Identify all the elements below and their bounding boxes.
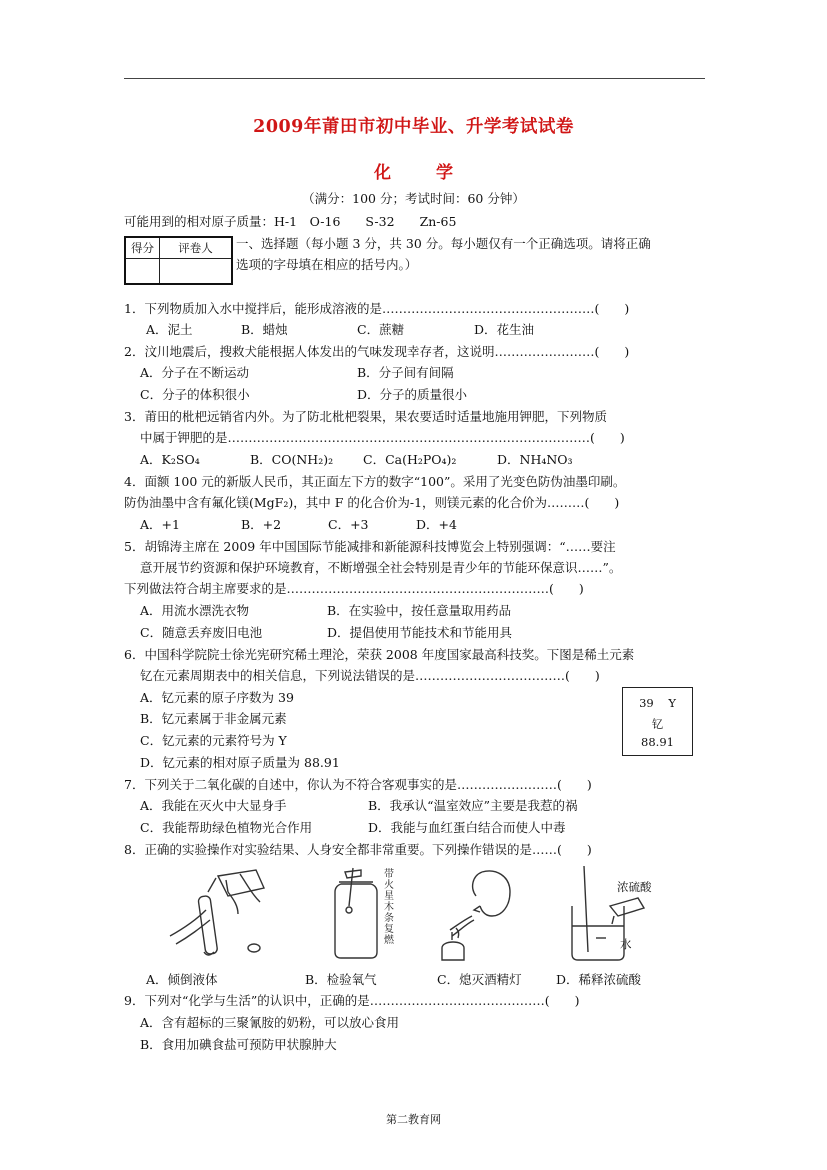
exam-info: （满分：100 分；考试时间：60 分钟） (302, 191, 525, 206)
q6-option-c: C．钇元素的元素符号为 Y (140, 733, 287, 748)
q1-option-c: C．蔗糖 (357, 322, 405, 337)
q4-option-d: D．+4 (416, 517, 457, 532)
q4-option-c: C．+3 (328, 517, 369, 532)
q7-option-b: B．我承认“温室效应”主要是我惹的祸 (368, 798, 578, 813)
q2-option-a: A．分子在不断运动 (140, 365, 250, 380)
figure-pouring-liquid (168, 866, 278, 960)
atomic-mass-line: 可能用到的相对原子质量：H-1 O-16 S-32 Zn-65 (124, 214, 457, 229)
q5-option-b: B．在实验中，按任意量取用药品 (327, 603, 512, 618)
q8-option-a: A．倾倒液体 (146, 972, 218, 987)
score-table (124, 236, 233, 285)
q2-option-c: C．分子的体积很小 (140, 387, 250, 402)
q3-option-b: B．CO(NH₂)₂ (250, 452, 334, 467)
q3-option-a: A．K₂SO₄ (140, 452, 200, 467)
q5-line2: 意开展节约资源和保护环境教育，不断增强全社会特别是青少年的节能环保意识……”。 (140, 560, 622, 575)
q7-option-a: A．我能在灭火中大显身手 (140, 798, 287, 813)
q8-stem: 8．正确的实验操作对实验结果、人身安全都非常重要。下列操作错误的是……( ) (124, 842, 592, 857)
q3-line2: 中属于钾肥的是……………………………………………………………………………( ) (140, 430, 625, 445)
q9-option-a: A．含有超标的三聚氰胺的奶粉，可以放心食用 (140, 1015, 400, 1030)
q7-stem: 7．下列关于二氧化碳的自述中，你认为不符合客观事实的是……………………( ) (124, 777, 592, 792)
q1-stem: 1．下列物质加入水中搅拌后，能形成溶液的是……………………………………………( ) (124, 301, 630, 316)
grader-cell[interactable] (160, 259, 233, 285)
q5-option-c: C．随意丢弃废旧电池 (140, 625, 263, 640)
fig-label-vertical: 带火星木条复燃 (384, 869, 394, 946)
q1-option-d: D．花生油 (474, 322, 535, 337)
subject-title: 化 学 (374, 163, 467, 183)
q6-option-d: D．钇元素的相对原子质量为 88.91 (140, 755, 340, 770)
figure-extinguish-lamp (436, 866, 526, 962)
q9-option-b: B．食用加碘食盐可预防甲状腺肿大 (140, 1037, 337, 1052)
q5-option-a: A．用流水漂洗衣物 (140, 603, 250, 618)
q5-option-d: D．提倡使用节能技术和节能用具 (327, 625, 513, 640)
q1-option-b: B．蜡烛 (241, 322, 288, 337)
fig-label-water: 水 (620, 937, 632, 951)
exam-title: 2009年莆田市初中毕业、升学考试试卷 (253, 117, 574, 137)
q5-line1: 5．胡锦涛主席在 2009 年中国国际节能减排和新能源科技博览会上特别强调：“……要注 (124, 539, 616, 554)
q3-option-c: C．Ca(H₂PO₄)₂ (363, 452, 457, 467)
q4-line2: 防伪油墨中含有氟化镁(MgF₂)，其中 F 的化合价为-1，则镁元素的化合价为………( ) (124, 495, 620, 510)
q7-option-d: D．我能与血红蛋白结合而使人中毒 (368, 820, 566, 835)
section1-line2: 选项的字母填在相应的括号内。） (236, 257, 418, 272)
q8-option-c: C．熄灭酒精灯 (437, 972, 522, 987)
q2-stem: 2．汶川地震后，搜救犬能根据人体发出的气味发现幸存者，这说明……………………( ) (124, 344, 630, 359)
page-footer: 第二教育网 (386, 1113, 441, 1126)
q6-line1: 6．中国科学院院士徐光宪研究稀土理沦，荣获 2008 年度国家最高科技奖。下图是稀土元素 (124, 647, 635, 662)
q4-option-b: B．+2 (241, 517, 282, 532)
q4-line1: 4．面额 100 元的新版人民币，其正面左下方的数字“100”。采用了光变色防伪油墨印刷。 (124, 474, 626, 489)
q8-option-b: B．检验氧气 (305, 972, 377, 987)
q1-option-a: A．泥土 (146, 322, 193, 337)
q3-option-d: D．NH₄NO₃ (497, 452, 573, 467)
q2-option-d: D．分子的质量很小 (357, 387, 468, 402)
header-rule (124, 78, 705, 79)
score-cell[interactable] (125, 259, 160, 285)
grader-header: 评卷人 (160, 237, 233, 259)
q8-option-d: D．稀释浓硫酸 (556, 972, 642, 987)
section1-line1: 一、选择题（每小题 3 分，共 30 分。每小题仅有一个正确选项。请将正确 (236, 236, 651, 251)
q3-line1: 3．莆田的枇杷远销省内外。为了防北枇杷裂果，果农要适时适量地施用钾肥，下列物质 (124, 409, 607, 424)
yttrium-element-card (622, 687, 693, 756)
element-symbol: Y (668, 696, 676, 710)
element-mass: 88.91 (641, 735, 674, 749)
q4-option-a: A．+1 (140, 517, 180, 532)
q2-option-b: B．分子间有间隔 (357, 365, 454, 380)
element-name: 钇 (651, 717, 664, 731)
element-number: 39 (639, 696, 654, 710)
q5-line3: 下列做法符合胡主席要求的是………………………………………………………( ) (124, 581, 584, 596)
fig-label-acid: 浓硫酸 (617, 880, 652, 894)
q6-line2: 钇在元素周期表中的相关信息，下列说法错误的是………………………………( ) (140, 668, 600, 683)
q6-option-b: B．钇元素属于非金属元素 (140, 711, 287, 726)
q9-stem: 9．下列对“化学与生活”的认识中，正确的是……………………………………( ) (124, 993, 580, 1008)
q6-option-a: A．钇元素的原子序数为 39 (140, 690, 294, 705)
score-header: 得分 (125, 237, 160, 259)
q7-option-c: C．我能帮助绿色植物光合作用 (140, 820, 313, 835)
